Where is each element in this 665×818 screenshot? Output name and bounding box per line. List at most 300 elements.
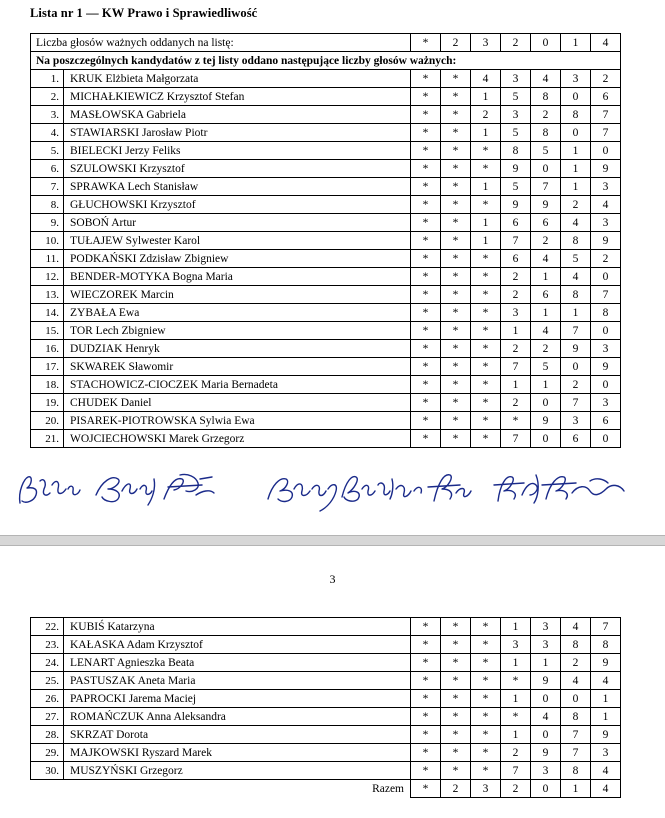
candidate-votes-digit: 0 bbox=[531, 430, 561, 448]
candidate-number: 25. bbox=[31, 672, 64, 690]
candidate-number: 28. bbox=[31, 726, 64, 744]
candidate-votes-digit: * bbox=[471, 690, 501, 708]
candidate-number: 6. bbox=[31, 160, 64, 178]
candidate-votes-digit: 3 bbox=[591, 340, 621, 358]
candidate-votes-digit: 0 bbox=[561, 88, 591, 106]
candidate-votes-digit: 5 bbox=[501, 124, 531, 142]
valid-votes-row bbox=[31, 34, 621, 52]
candidate-votes-digit: 8 bbox=[561, 636, 591, 654]
candidate-votes-digit: * bbox=[411, 196, 441, 214]
candidate-votes-digit: * bbox=[471, 142, 501, 160]
candidate-votes-digit: * bbox=[411, 690, 441, 708]
candidate-name: BENDER-MOTYKA Bogna Maria bbox=[64, 268, 411, 286]
candidate-name: WIECZOREK Marcin bbox=[64, 286, 411, 304]
table-row bbox=[31, 340, 621, 358]
candidate-votes-digit: 0 bbox=[531, 690, 561, 708]
candidate-votes-digit: * bbox=[441, 762, 471, 780]
table-row bbox=[31, 214, 621, 232]
candidate-votes-digit: * bbox=[411, 268, 441, 286]
candidate-votes-digit: * bbox=[411, 214, 441, 232]
candidate-name: BIELECKI Jerzy Feliks bbox=[64, 142, 411, 160]
page-separator bbox=[0, 535, 665, 546]
candidate-votes-digit: 0 bbox=[591, 268, 621, 286]
candidate-votes-digit: 0 bbox=[591, 142, 621, 160]
candidate-votes-digit: 0 bbox=[531, 394, 561, 412]
candidate-votes-digit: 3 bbox=[531, 618, 561, 636]
candidate-votes-digit: 7 bbox=[561, 322, 591, 340]
candidate-votes-digit: 1 bbox=[471, 178, 501, 196]
candidate-votes-digit: 5 bbox=[561, 250, 591, 268]
candidate-votes-digit: * bbox=[471, 268, 501, 286]
candidate-votes-digit: * bbox=[411, 394, 441, 412]
candidate-votes-digit: 1 bbox=[591, 708, 621, 726]
candidate-votes-digit: * bbox=[441, 618, 471, 636]
candidate-votes-digit: * bbox=[411, 232, 441, 250]
candidate-name: STAWIARSKI Jarosław Piotr bbox=[64, 124, 411, 142]
candidate-votes-digit: 1 bbox=[471, 88, 501, 106]
candidate-votes-digit: 8 bbox=[561, 232, 591, 250]
candidate-votes-digit: * bbox=[411, 672, 441, 690]
valid-votes-digit: 2 bbox=[501, 34, 531, 52]
candidate-votes-digit: 2 bbox=[501, 394, 531, 412]
candidate-number: 20. bbox=[31, 412, 64, 430]
candidate-number: 18. bbox=[31, 376, 64, 394]
candidate-votes-digit: 1 bbox=[471, 232, 501, 250]
candidate-name: MASŁOWSKA Gabriela bbox=[64, 106, 411, 124]
candidate-votes-digit: 9 bbox=[591, 232, 621, 250]
candidate-number: 11. bbox=[31, 250, 64, 268]
candidate-votes-digit: * bbox=[471, 304, 501, 322]
candidate-votes-digit: * bbox=[471, 636, 501, 654]
candidate-votes-digit: * bbox=[441, 178, 471, 196]
candidates-header-label: Na poszczególnych kandydatów z tej listy oddano następujące liczby głosów ważnych: bbox=[31, 52, 621, 70]
table-row bbox=[31, 376, 621, 394]
candidate-votes-digit: * bbox=[471, 726, 501, 744]
candidate-votes-digit: 9 bbox=[531, 196, 561, 214]
candidate-votes-digit: * bbox=[471, 322, 501, 340]
total-row bbox=[31, 780, 621, 798]
candidate-votes-digit: * bbox=[471, 340, 501, 358]
candidate-votes-digit: * bbox=[411, 744, 441, 762]
candidate-votes-digit: 7 bbox=[501, 430, 531, 448]
table-row bbox=[31, 394, 621, 412]
candidate-votes-digit: 1 bbox=[531, 304, 561, 322]
candidate-name: SPRAWKA Lech Stanisław bbox=[64, 178, 411, 196]
candidate-votes-digit: 4 bbox=[531, 250, 561, 268]
candidate-votes-digit: 0 bbox=[591, 376, 621, 394]
candidate-votes-digit: 2 bbox=[561, 376, 591, 394]
candidate-votes-digit: 1 bbox=[591, 690, 621, 708]
candidate-votes-digit: 7 bbox=[591, 618, 621, 636]
candidate-votes-digit: * bbox=[441, 214, 471, 232]
candidate-votes-digit: * bbox=[501, 708, 531, 726]
candidate-name: PISAREK-PIOTROWSKA Sylwia Ewa bbox=[64, 412, 411, 430]
candidate-votes-digit: * bbox=[441, 106, 471, 124]
candidate-name: MUSZYŃSKI Grzegorz bbox=[64, 762, 411, 780]
candidate-votes-digit: * bbox=[441, 708, 471, 726]
candidate-votes-digit: * bbox=[471, 160, 501, 178]
candidate-name: PODKAŃSKI Zdzisław Zbigniew bbox=[64, 250, 411, 268]
candidate-votes-digit: * bbox=[441, 70, 471, 88]
candidate-votes-digit: 8 bbox=[501, 142, 531, 160]
candidate-votes-digit: 1 bbox=[501, 654, 531, 672]
candidate-votes-digit: 1 bbox=[531, 268, 561, 286]
candidate-votes-table-bottom bbox=[30, 617, 621, 798]
candidate-name: GŁUCHOWSKI Krzysztof bbox=[64, 196, 411, 214]
candidate-votes-digit: 9 bbox=[531, 744, 561, 762]
candidate-votes-digit: 0 bbox=[561, 124, 591, 142]
table-row bbox=[31, 654, 621, 672]
candidate-name: ZYBAŁA Ewa bbox=[64, 304, 411, 322]
candidate-votes-digit: * bbox=[441, 412, 471, 430]
candidate-votes-digit: 5 bbox=[501, 88, 531, 106]
candidate-votes-digit: 8 bbox=[561, 708, 591, 726]
candidate-votes-digit: 3 bbox=[591, 214, 621, 232]
candidate-votes-digit: * bbox=[411, 726, 441, 744]
candidate-votes-digit: 2 bbox=[531, 106, 561, 124]
valid-votes-label: Liczba głosów ważnych oddanych na listę: bbox=[31, 34, 411, 52]
candidate-votes-digit: 0 bbox=[531, 726, 561, 744]
candidate-name: KUBIŚ Katarzyna bbox=[64, 618, 411, 636]
table-row bbox=[31, 636, 621, 654]
candidate-votes-digit: 3 bbox=[591, 394, 621, 412]
candidate-votes-digit: * bbox=[411, 178, 441, 196]
candidate-votes-digit: * bbox=[471, 708, 501, 726]
candidate-number: 7. bbox=[31, 178, 64, 196]
candidate-votes-digit: * bbox=[471, 744, 501, 762]
candidate-votes-digit: 1 bbox=[561, 304, 591, 322]
candidate-votes-digit: 4 bbox=[561, 214, 591, 232]
candidate-votes-digit: * bbox=[441, 196, 471, 214]
candidate-name: SZULOWSKI Krzysztof bbox=[64, 160, 411, 178]
table-row bbox=[31, 286, 621, 304]
candidate-votes-digit: 3 bbox=[531, 636, 561, 654]
candidate-votes-digit: 6 bbox=[591, 412, 621, 430]
candidate-votes-digit: 1 bbox=[561, 178, 591, 196]
candidate-name: LENART Agnieszka Beata bbox=[64, 654, 411, 672]
candidate-number: 29. bbox=[31, 744, 64, 762]
candidate-votes-digit: 1 bbox=[501, 376, 531, 394]
candidate-name: SOBOŃ Artur bbox=[64, 214, 411, 232]
candidate-votes-digit: * bbox=[471, 358, 501, 376]
candidate-votes-digit: * bbox=[411, 376, 441, 394]
candidate-votes-digit: 4 bbox=[471, 70, 501, 88]
candidate-votes-digit: * bbox=[441, 124, 471, 142]
candidate-votes-digit: * bbox=[501, 672, 531, 690]
candidate-name: WOJCIECHOWSKI Marek Grzegorz bbox=[64, 430, 411, 448]
total-votes-digit: 4 bbox=[591, 780, 621, 798]
candidate-votes-digit: 4 bbox=[561, 672, 591, 690]
candidate-votes-digit: * bbox=[441, 322, 471, 340]
candidate-votes-digit: 8 bbox=[561, 762, 591, 780]
candidate-number: 12. bbox=[31, 268, 64, 286]
candidate-votes-digit: * bbox=[411, 340, 441, 358]
table-row bbox=[31, 744, 621, 762]
candidate-votes-digit: * bbox=[411, 412, 441, 430]
valid-votes-digit: 3 bbox=[471, 34, 501, 52]
candidate-votes-digit: * bbox=[441, 142, 471, 160]
candidate-votes-digit: * bbox=[441, 286, 471, 304]
candidate-votes-digit: 9 bbox=[531, 412, 561, 430]
candidate-votes-digit: * bbox=[441, 160, 471, 178]
candidate-votes-digit: 4 bbox=[591, 672, 621, 690]
candidate-votes-digit: 1 bbox=[561, 142, 591, 160]
candidate-votes-digit: 0 bbox=[561, 690, 591, 708]
table-row bbox=[31, 196, 621, 214]
candidate-votes-digit: 6 bbox=[561, 430, 591, 448]
candidate-votes-digit: 7 bbox=[501, 762, 531, 780]
candidate-votes-digit: 8 bbox=[531, 124, 561, 142]
candidate-votes-digit: 7 bbox=[561, 394, 591, 412]
candidate-votes-digit: * bbox=[501, 412, 531, 430]
candidate-votes-digit: 5 bbox=[531, 142, 561, 160]
candidate-votes-digit: * bbox=[441, 304, 471, 322]
candidate-votes-digit: 6 bbox=[501, 214, 531, 232]
candidate-votes-digit: * bbox=[411, 762, 441, 780]
candidate-votes-digit: 2 bbox=[531, 232, 561, 250]
candidate-votes-digit: * bbox=[471, 286, 501, 304]
valid-votes-digit: 1 bbox=[561, 34, 591, 52]
candidate-votes-digit: 6 bbox=[591, 88, 621, 106]
total-votes-digit: 2 bbox=[501, 780, 531, 798]
candidate-votes-digit: * bbox=[441, 744, 471, 762]
candidate-number: 26. bbox=[31, 690, 64, 708]
candidate-name: MAJKOWSKI Ryszard Marek bbox=[64, 744, 411, 762]
candidate-votes-table-top bbox=[30, 33, 621, 448]
candidate-votes-digit: 4 bbox=[561, 618, 591, 636]
candidate-votes-digit: 3 bbox=[501, 636, 531, 654]
candidate-name: CHUDEK Daniel bbox=[64, 394, 411, 412]
table-row bbox=[31, 250, 621, 268]
valid-votes-digit: 2 bbox=[441, 34, 471, 52]
candidate-votes-digit: 0 bbox=[591, 430, 621, 448]
page-number: 3 bbox=[329, 572, 336, 586]
table-row bbox=[31, 322, 621, 340]
candidate-votes-digit: 8 bbox=[591, 636, 621, 654]
candidate-votes-digit: 3 bbox=[561, 412, 591, 430]
candidate-votes-digit: * bbox=[471, 618, 501, 636]
candidate-votes-digit: * bbox=[441, 88, 471, 106]
candidate-votes-digit: 9 bbox=[591, 358, 621, 376]
candidate-name: MICHAŁKIEWICZ Krzysztof Stefan bbox=[64, 88, 411, 106]
total-votes-digit: 0 bbox=[531, 780, 561, 798]
candidate-votes-digit: * bbox=[471, 394, 501, 412]
table-row bbox=[31, 178, 621, 196]
candidate-votes-digit: * bbox=[441, 250, 471, 268]
candidate-votes-digit: 8 bbox=[591, 304, 621, 322]
candidate-votes-digit: 7 bbox=[591, 106, 621, 124]
candidate-votes-digit: 3 bbox=[531, 762, 561, 780]
valid-votes-digit: * bbox=[411, 34, 441, 52]
candidate-votes-digit: * bbox=[471, 196, 501, 214]
candidate-votes-digit: 4 bbox=[531, 322, 561, 340]
candidate-number: 8. bbox=[31, 196, 64, 214]
candidate-number: 16. bbox=[31, 340, 64, 358]
candidate-votes-digit: 2 bbox=[591, 70, 621, 88]
candidate-votes-digit: 7 bbox=[561, 744, 591, 762]
handwritten-signatures bbox=[0, 455, 665, 525]
candidate-name: STACHOWICZ-CIOCZEK Maria Bernadeta bbox=[64, 376, 411, 394]
table-row bbox=[31, 430, 621, 448]
candidate-votes-digit: 1 bbox=[561, 160, 591, 178]
table-row bbox=[31, 304, 621, 322]
candidate-votes-digit: 2 bbox=[501, 744, 531, 762]
candidate-votes-digit: 4 bbox=[591, 762, 621, 780]
candidate-votes-digit: * bbox=[441, 340, 471, 358]
candidate-votes-digit: 0 bbox=[591, 322, 621, 340]
candidate-votes-digit: 3 bbox=[501, 70, 531, 88]
candidate-votes-digit: 8 bbox=[561, 286, 591, 304]
total-votes-digit: 2 bbox=[441, 780, 471, 798]
candidate-name: KRUK Elżbieta Małgorzata bbox=[64, 70, 411, 88]
candidate-votes-digit: 4 bbox=[531, 708, 561, 726]
table-row bbox=[31, 618, 621, 636]
candidate-votes-digit: * bbox=[411, 142, 441, 160]
candidate-votes-digit: 4 bbox=[531, 70, 561, 88]
table-row bbox=[31, 124, 621, 142]
table-row bbox=[31, 708, 621, 726]
candidate-votes-digit: * bbox=[441, 232, 471, 250]
candidate-name: DUDZIAK Henryk bbox=[64, 340, 411, 358]
table-row bbox=[31, 358, 621, 376]
candidate-number: 30. bbox=[31, 762, 64, 780]
candidate-votes-digit: * bbox=[471, 430, 501, 448]
table-row bbox=[31, 106, 621, 124]
signatures-area bbox=[0, 455, 665, 525]
table-row bbox=[31, 690, 621, 708]
candidate-name: SKRZAT Dorota bbox=[64, 726, 411, 744]
candidate-votes-digit: * bbox=[411, 304, 441, 322]
candidate-votes-digit: 4 bbox=[591, 196, 621, 214]
candidate-votes-digit: 3 bbox=[501, 304, 531, 322]
table-row bbox=[31, 762, 621, 780]
candidate-votes-digit: * bbox=[441, 430, 471, 448]
candidate-name: PAPROCKI Jarema Maciej bbox=[64, 690, 411, 708]
candidate-votes-digit: 9 bbox=[591, 654, 621, 672]
candidate-votes-digit: 1 bbox=[501, 726, 531, 744]
candidate-votes-digit: * bbox=[411, 654, 441, 672]
candidate-votes-digit: 7 bbox=[561, 726, 591, 744]
candidate-votes-digit: 9 bbox=[561, 340, 591, 358]
table-row bbox=[31, 726, 621, 744]
total-votes-digit: 1 bbox=[561, 780, 591, 798]
candidate-votes-digit: 3 bbox=[501, 106, 531, 124]
candidate-votes-digit: 2 bbox=[501, 268, 531, 286]
total-spacer bbox=[31, 780, 64, 798]
candidate-votes-digit: * bbox=[411, 708, 441, 726]
candidate-votes-digit: 0 bbox=[531, 160, 561, 178]
candidate-votes-digit: * bbox=[441, 394, 471, 412]
candidate-number: 19. bbox=[31, 394, 64, 412]
candidate-votes-digit: * bbox=[411, 358, 441, 376]
candidate-votes-digit: 9 bbox=[531, 672, 561, 690]
candidate-votes-digit: 2 bbox=[561, 196, 591, 214]
candidate-number: 5. bbox=[31, 142, 64, 160]
candidate-votes-digit: * bbox=[411, 430, 441, 448]
table-row bbox=[31, 232, 621, 250]
candidate-votes-digit: 4 bbox=[561, 268, 591, 286]
candidate-votes-digit: * bbox=[411, 88, 441, 106]
candidate-votes-digit: 6 bbox=[531, 286, 561, 304]
candidate-votes-digit: * bbox=[411, 636, 441, 654]
candidate-number: 9. bbox=[31, 214, 64, 232]
candidate-votes-digit: * bbox=[441, 636, 471, 654]
candidate-number: 17. bbox=[31, 358, 64, 376]
candidate-name: TOR Lech Zbigniew bbox=[64, 322, 411, 340]
candidate-votes-digit: 1 bbox=[501, 690, 531, 708]
candidate-votes-digit: 1 bbox=[501, 618, 531, 636]
candidate-votes-digit: * bbox=[441, 672, 471, 690]
candidate-votes-digit: * bbox=[471, 412, 501, 430]
candidate-number: 24. bbox=[31, 654, 64, 672]
candidate-votes-digit: * bbox=[441, 358, 471, 376]
candidate-votes-digit: * bbox=[471, 250, 501, 268]
candidate-number: 15. bbox=[31, 322, 64, 340]
candidate-number: 10. bbox=[31, 232, 64, 250]
candidate-number: 23. bbox=[31, 636, 64, 654]
total-votes-digit: * bbox=[411, 780, 441, 798]
candidate-votes-digit: 6 bbox=[501, 250, 531, 268]
valid-votes-digit: 0 bbox=[531, 34, 561, 52]
candidate-votes-digit: 0 bbox=[561, 358, 591, 376]
candidate-name: KAŁASKA Adam Krzysztof bbox=[64, 636, 411, 654]
candidate-votes-digit: 2 bbox=[471, 106, 501, 124]
valid-votes-digit: 4 bbox=[591, 34, 621, 52]
candidate-votes-digit: 9 bbox=[501, 196, 531, 214]
candidate-votes-digit: * bbox=[411, 286, 441, 304]
candidate-votes-digit: * bbox=[441, 654, 471, 672]
candidate-votes-digit: 3 bbox=[591, 178, 621, 196]
candidate-votes-digit: 3 bbox=[561, 70, 591, 88]
candidate-votes-digit: 1 bbox=[471, 124, 501, 142]
total-votes-digit: 3 bbox=[471, 780, 501, 798]
candidate-number: 2. bbox=[31, 88, 64, 106]
candidate-votes-digit: 1 bbox=[501, 322, 531, 340]
table-row bbox=[31, 70, 621, 88]
candidate-number: 3. bbox=[31, 106, 64, 124]
candidate-votes-digit: * bbox=[411, 124, 441, 142]
candidate-number: 13. bbox=[31, 286, 64, 304]
table-row bbox=[31, 672, 621, 690]
candidate-votes-digit: 8 bbox=[531, 88, 561, 106]
candidate-votes-digit: * bbox=[411, 160, 441, 178]
candidate-votes-digit: 3 bbox=[591, 744, 621, 762]
candidates-header-row bbox=[31, 52, 621, 70]
candidate-votes-digit: 5 bbox=[501, 178, 531, 196]
candidate-number: 27. bbox=[31, 708, 64, 726]
candidate-votes-digit: 7 bbox=[591, 286, 621, 304]
candidate-name: PASTUSZAK Aneta Maria bbox=[64, 672, 411, 690]
candidate-votes-digit: * bbox=[471, 376, 501, 394]
candidate-votes-digit: 7 bbox=[591, 124, 621, 142]
candidate-votes-digit: 8 bbox=[561, 106, 591, 124]
candidate-votes-digit: * bbox=[411, 250, 441, 268]
candidate-number: 4. bbox=[31, 124, 64, 142]
candidate-number: 22. bbox=[31, 618, 64, 636]
total-label: Razem bbox=[372, 782, 404, 795]
candidate-votes-digit: 1 bbox=[471, 214, 501, 232]
candidate-votes-digit: 9 bbox=[591, 160, 621, 178]
candidate-votes-digit: * bbox=[471, 672, 501, 690]
candidate-name: SKWAREK Sławomir bbox=[64, 358, 411, 376]
candidate-votes-digit: * bbox=[441, 376, 471, 394]
page-title: Lista nr 1 — KW Prawo i Sprawiedliwość bbox=[30, 6, 258, 20]
candidate-name: TUŁAJEW Sylwester Karol bbox=[64, 232, 411, 250]
candidate-votes-digit: 5 bbox=[531, 358, 561, 376]
candidate-votes-digit: 2 bbox=[591, 250, 621, 268]
candidate-votes-digit: 6 bbox=[531, 214, 561, 232]
candidate-votes-digit: 2 bbox=[501, 340, 531, 358]
